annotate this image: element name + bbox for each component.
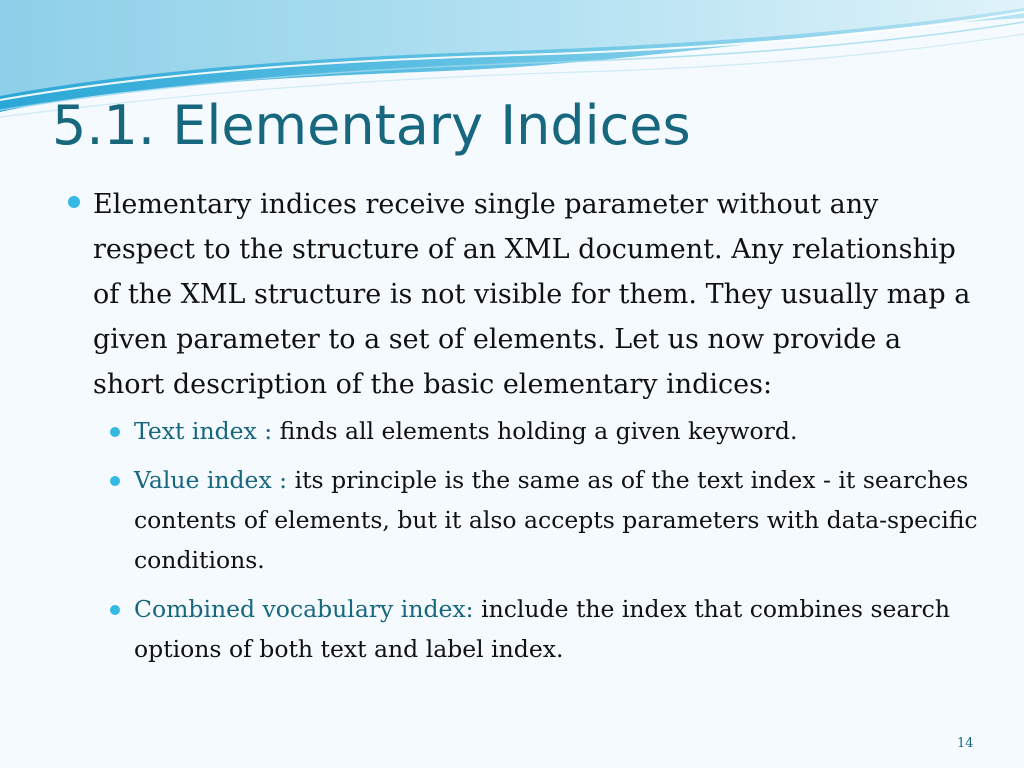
bullet-icon [110, 427, 120, 437]
bullet-icon [110, 476, 120, 486]
page-number: 14 [957, 736, 974, 751]
bullet-icon [68, 196, 80, 208]
term-label: Combined vocabulary index: [134, 595, 482, 623]
sub-bullet-value-index [60, 460, 980, 580]
main-bullet-text: Elementary indices receive single parameter without any respect to the structure of an XML document. Any relationship of the XML structure is not visible for them. They usually map a given parameter to a set of elements. Let us now provide a short description of the basic elementary indices: [93, 189, 971, 400]
slide-content [60, 182, 980, 678]
main-bullet [60, 182, 980, 407]
term-description: its principle is the same as of the text index - it searches contents of elements, but it also accepts parameters with data-specific conditions. [134, 466, 978, 574]
term-description: include the index that combines search options of both text and label index. [134, 595, 950, 663]
term-label: Text index : [134, 417, 280, 445]
sub-bullet-list [60, 411, 980, 669]
term-label: Value index : [134, 466, 295, 494]
slide-title: 5.1. Elementary Indices [52, 94, 691, 157]
sub-bullet-combined-vocabulary-index [60, 589, 980, 669]
sub-bullet-text-index [60, 411, 980, 451]
bullet-icon [110, 605, 120, 615]
term-description: finds all elements holding a given keyword. [279, 417, 798, 445]
